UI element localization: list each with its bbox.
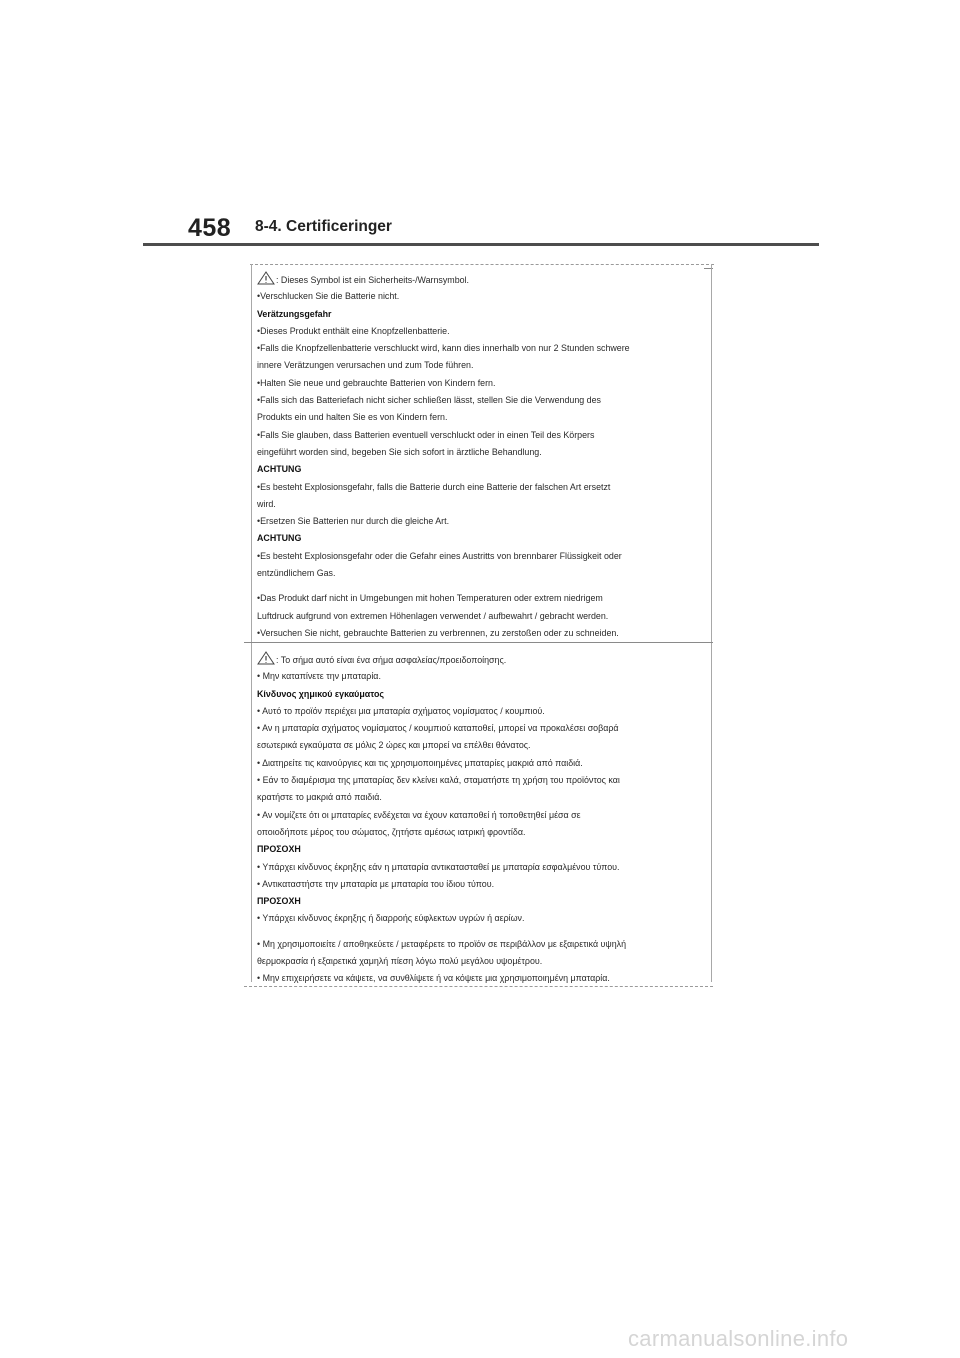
warning-line: [257, 755, 709, 772]
warning-line: [257, 859, 709, 876]
warning-line: [257, 625, 709, 642]
line-text: • Αντικαταστήστε την μπαταρία με μπαταρία του ίδιου τύπου.: [257, 878, 495, 889]
line-text: •Es besteht Explosionsgefahr oder die Gefahr eines Austritts von brennbarer Flüssigkeit oder: [257, 550, 622, 561]
warning-heading: [257, 686, 709, 703]
warning-line: [257, 720, 709, 737]
warning-line: [257, 936, 709, 953]
warning-line: [257, 479, 709, 496]
line-text: • Μην επιχειρήσετε να κάψετε, να συνθλίψετε ή να κόψετε μια χρησιμοποιημένη μπαταρία.: [257, 973, 610, 984]
line-text: θερμοκρασία ή εξαιρετικά χαμηλή πίεση λόγω πολύ μεγάλου υψομέτρου.: [257, 956, 543, 967]
line-text: •Es besteht Explosionsgefahr, falls die Batterie durch eine Batterie der falschen Art ersetzt: [257, 481, 611, 492]
warning-line: [257, 970, 709, 987]
page-number: 458: [188, 214, 232, 242]
warning-line: [257, 427, 709, 444]
line-text: • Αυτό το προϊόν περιέχει μια μπαταρία σχήματος νομίσματος / κουμπιού.: [257, 705, 545, 716]
warning-line: [257, 668, 709, 685]
warning-line: [257, 409, 709, 426]
line-text: •Falls Sie glauben, dass Batterien eventuell verschluckt oder in einen Teil des Körpers: [257, 429, 595, 440]
warning-line: [257, 496, 709, 513]
warning-heading: [257, 461, 709, 478]
warning-line: [257, 910, 709, 927]
scan-border-top: [250, 264, 714, 265]
page-header: [188, 214, 828, 246]
line-text: • Εάν το διαμέρισμα της μπαταρίας δεν κλείνει καλά, σταματήστε τη χρήση του προϊόντος και: [257, 775, 620, 786]
warning-line: [257, 590, 709, 607]
line-text: • Υπάρχει κίνδυνος έκρηξης ή διαρροής εύφλεκτων υγρών ή αερίων.: [257, 913, 525, 924]
line-text: •Falls die Knopfzellenbatterie verschluckt wird, kann dies innerhalb von nur 2 Stunden schwere: [257, 343, 630, 354]
line-text: • Διατηρείτε τις καινούργιες και τις χρησιμοποιημένες μπαταρίες μακριά από παιδιά.: [257, 757, 583, 768]
warning-line: [257, 651, 709, 668]
line-text: ACHTUNG: [257, 464, 302, 475]
line-text: •Halten Sie neue und gebrauchte Batterien von Kindern fern.: [257, 377, 496, 388]
line-text: •Das Produkt darf nicht in Umgebungen mit hohen Temperaturen oder extrem niedrigem: [257, 593, 603, 604]
warning-line: [257, 375, 709, 392]
line-text: • Μη χρησιμοποιείτε / αποθηκεύετε / μεταφέρετε το προϊόν σε περιβάλλον με εξαιρετικά υψηλή: [257, 938, 627, 949]
warning-line: [257, 271, 709, 288]
line-text: ΠΡΟΣΟΧΗ: [257, 844, 301, 855]
warning-heading: [257, 306, 709, 323]
line-text: οποιοδήποτε μέρος του σώματος, ζητήστε αμέσως ιατρική φροντίδα.: [257, 826, 526, 837]
warning-line: [257, 608, 709, 625]
scan-border-right: [711, 264, 712, 982]
warning-line: [257, 703, 709, 720]
watermark: carmanualsonline.info: [628, 1326, 849, 1351]
line-text: Κίνδυνος χημικού εγκαύματος: [257, 688, 384, 699]
german-warning-text: [257, 271, 709, 642]
warning-line: [257, 772, 709, 789]
line-text: • Αν νομίζετε ότι οι μπαταρίες ενδέχεται να έχουν καταποθεί ή τοποθετηθεί μέσα σε: [257, 809, 581, 820]
warning-line: [257, 288, 709, 305]
warning-line: [257, 392, 709, 409]
line-text: •Versuchen Sie nicht, gebrauchte Batterien zu verbrennen, zu zerstoßen oder zu schneiden.: [257, 627, 619, 638]
warning-line: [257, 513, 709, 530]
line-text: wird.: [257, 498, 276, 509]
warning-line: [257, 876, 709, 893]
line-text: Luftdruck aufgrund von extremen Höhenlagen verwendet / aufbewahrt / gebracht werden.: [257, 610, 609, 621]
warning-line: [257, 548, 709, 565]
warning-heading: [257, 841, 709, 858]
warning-line: [257, 807, 709, 824]
line-text: κρατήστε το μακριά από παιδιά.: [257, 792, 382, 803]
line-text: innere Verätzungen verursachen und zum Tode führen.: [257, 360, 474, 371]
line-text: entzündlichem Gas.: [257, 568, 336, 579]
line-text: εσωτερικά εγκαύματα σε μόλις 2 ώρες και μπορεί να επέλθει θάνατος.: [257, 740, 531, 751]
section-title: 8-4. Certificeringer: [255, 218, 392, 235]
warning-line: [257, 789, 709, 806]
warning-line: [257, 444, 709, 461]
warning-line: [257, 565, 709, 582]
scan-border-left: [251, 264, 252, 982]
line-text: : Το σήμα αυτό είναι ένα σήμα ασφαλείας/προειδοποίησης.: [276, 655, 507, 665]
warning-line: [257, 737, 709, 754]
warning-heading: [257, 893, 709, 910]
warning-line: [257, 357, 709, 374]
certification-scan: [244, 260, 713, 988]
line-text: Verätzungsgefahr: [257, 308, 332, 319]
line-text: : Dieses Symbol ist ein Sicherheits-/Warnsymbol.: [276, 275, 470, 285]
line-text: eingeführt worden sind, begeben Sie sich sofort in ärztliche Behandlung.: [257, 446, 542, 457]
greek-warning-text: [257, 651, 709, 988]
line-text: • Υπάρχει κίνδυνος έκρηξης εάν η μπαταρία αντικατασταθεί με μπαταρία εσφαλμένου τύπου.: [257, 861, 620, 872]
warning-line: [257, 824, 709, 841]
warning-heading: [257, 530, 709, 547]
line-text: • Μην καταπίνετε την μπαταρία.: [257, 671, 381, 682]
warning-line: [257, 323, 709, 340]
line-text: ACHTUNG: [257, 533, 302, 544]
line-text: •Falls sich das Batteriefach nicht sicher schließen lässt, stellen Sie die Verwendung des: [257, 395, 601, 406]
warning-line: [257, 340, 709, 357]
header-rule: [143, 243, 819, 246]
warning-line: [257, 953, 709, 970]
line-text: • Αν η μπαταρία σχήματος νομίσματος / κουμπιού καταποθεί, μπορεί να προκαλέσει σοβαρά: [257, 723, 619, 734]
line-text: •Dieses Produkt enthält eine Knopfzellenbatterie.: [257, 325, 450, 336]
line-text: Produkts ein und halten Sie es von Kindern fern.: [257, 412, 448, 423]
line-text: •Verschlucken Sie die Batterie nicht.: [257, 291, 400, 302]
line-text: ΠΡΟΣΟΧΗ: [257, 896, 301, 907]
line-text: •Ersetzen Sie Batterien nur durch die gleiche Art.: [257, 516, 450, 527]
